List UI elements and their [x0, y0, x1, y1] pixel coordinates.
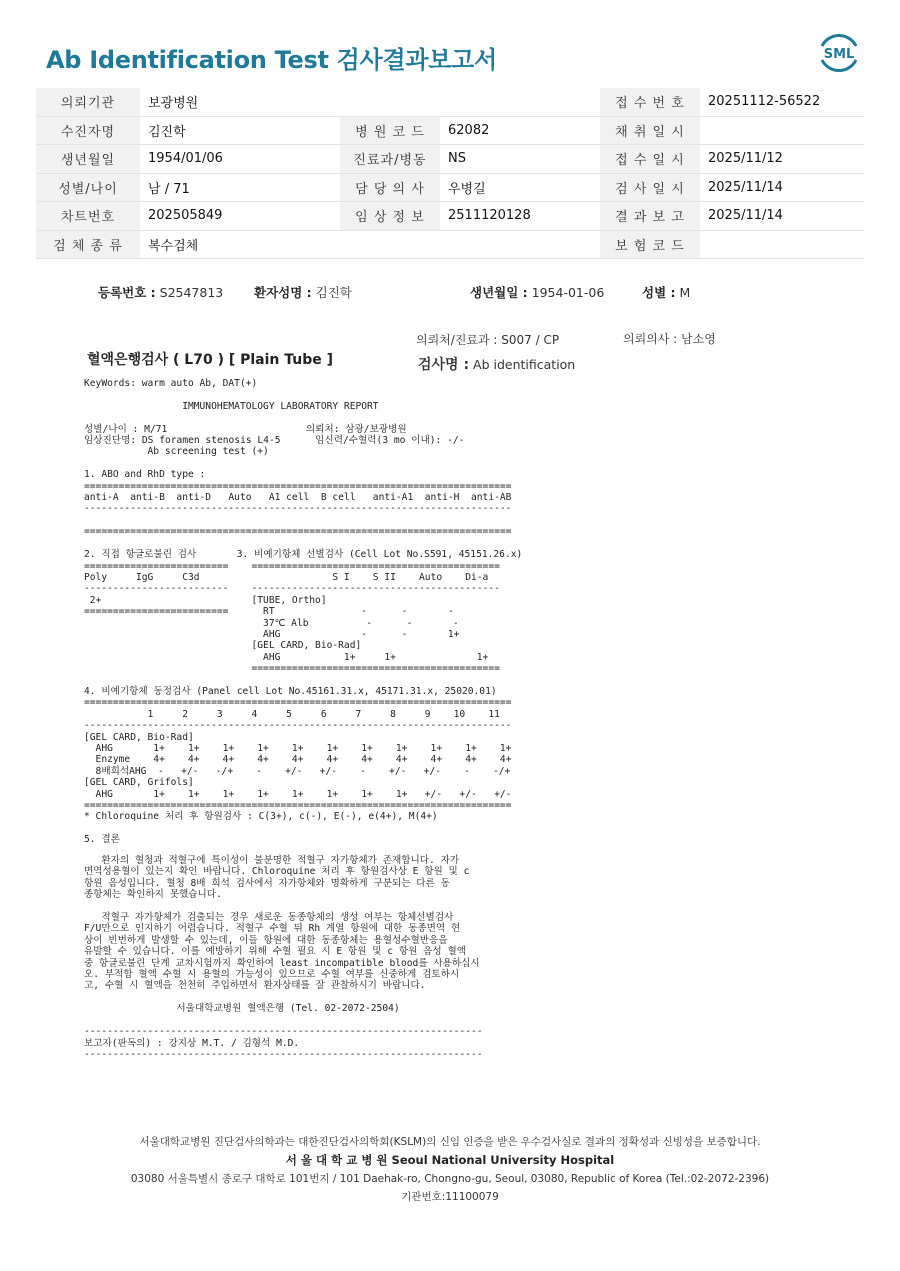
info-value: NS	[440, 145, 600, 174]
info-row	[36, 116, 864, 145]
info-label	[340, 230, 440, 259]
info-value	[440, 88, 600, 116]
info-value: 2511120128	[440, 202, 600, 231]
info-value	[440, 230, 600, 259]
info-row	[36, 202, 864, 231]
footer-hospital-name: 서 울 대 학 교 병 원 Seoul National University Hospital	[285, 1153, 615, 1167]
svg-text:SML: SML	[823, 47, 855, 62]
footer-certification: 서울대학교병원 진단검사의학과는 대한진단검사의학회(KSLM)의 신임 인증을 받은 우수검사실로 결과의 정확성과 신빙성을 보증합니다.	[139, 1136, 761, 1148]
info-label: 차트번호	[36, 202, 140, 231]
info-label: 성별/나이	[36, 173, 140, 202]
lab-report-body: KeyWords: warm auto Ab, DAT(+) IMMUNOHEMATOLOGY LABORATORY REPORT 성별/나이 : M/71 의뢰처: 삼광/보광병원 임상진단명: DS foramen stenosis L4-5 임신력/수혈력(3 mo 이내): -/- Ab screening test (+) 1. ABO and RhD type : ========================================================================== anti-A anti-B anti-D Auto A1 cell B cell anti-A1 anti-H anti-AB -------------------------------------------------------------------------- ========================================================================== 2. 직접 항글로불린 검사 3. 비예기항체 선별검사 (Cell Lot No.S591, 45151.26.x) ========================= =========================================== Poly IgG C3d S I S II Auto Di-a ------------------------- ------------------------------------------- 2+ [TUBE, Ortho] ========================= RT - - - 37℃ Alb - - - AHG - - 1+ [GEL CARD, Bio-Rad] AHG 1+ 1+ 1+ =========================================== 4. 비예기항체 동정검사 (Panel cell Lot No.45161.31.x, 45171.31.x, 25020.01) ========================================================================== 1 2 3 4 5 6 7 8 9 10 11 -------------------------------------------------------------------------- [GEL CARD, Bio-Rad] AHG 1+ 1+ 1+ 1+ 1+ 1+ 1+ 1+ 1+ 1+ 1+ Enzyme 4+ 4+ 4+ 4+ 4+ 4+ 4+ 4+ 4+ 4+ 4+ 8배희석AHG - +/- -/+ - +/- +/- - +/- +/- - -/+ [GEL CARD, Grifols] AHG 1+ 1+ 1+ 1+ 1+ 1+ 1+ 1+ +/- +/- +/- ========================================================================== * Chloroquine 처리 후 항원검사 : C(3+), c(-), E(-), e(4+), M(4+) 5. 결론	[84, 378, 523, 846]
info-label: 접 수 일 시	[600, 145, 700, 174]
info-value: 62082	[440, 116, 600, 145]
patient-sex: 성별 : M	[642, 285, 691, 300]
info-value: 2025/11/14	[700, 202, 864, 231]
info-label: 수진자명	[36, 116, 140, 145]
info-value: 보광병원	[140, 88, 340, 116]
report-title: Ab Identification Test 검사결과보고서	[46, 46, 497, 74]
registration-number: 등록번호 : S2547813	[98, 285, 224, 300]
exam-name: 검사명 : Ab identification	[418, 357, 576, 373]
request-doctor: 의뢰의사 : 남소영	[623, 332, 716, 346]
request-department: 의뢰처/진료과 : S007 / CP	[416, 333, 560, 347]
info-value: 남 / 71	[140, 173, 340, 202]
info-value: 김진학	[140, 116, 340, 145]
info-value: 복수검체	[140, 230, 340, 259]
info-value: 우병길	[440, 173, 600, 202]
info-row	[36, 145, 864, 174]
patient-birthdate: 생년월일 : 1954-01-06	[470, 285, 605, 300]
info-label: 보 험 코 드	[600, 230, 700, 259]
info-value	[700, 116, 864, 145]
info-row	[36, 88, 864, 116]
patient-name: 환자성명 : 김진학	[254, 285, 352, 300]
info-label: 임 상 정 보	[340, 202, 440, 231]
info-label: 의뢰기관	[36, 88, 140, 116]
info-label: 병 원 코 드	[340, 116, 440, 145]
info-value: 20251112-56522	[700, 88, 864, 116]
section-title: 혈액은행검사 ( L70 ) [ Plain Tube ]	[87, 352, 334, 368]
info-value	[700, 230, 864, 259]
sml-logo-icon	[816, 30, 862, 76]
info-value: 2025/11/12	[700, 145, 864, 174]
info-label: 채 취 일 시	[600, 116, 700, 145]
info-label: 결 과 보 고	[600, 202, 700, 231]
patient-info-table	[36, 88, 864, 259]
info-value: 2025/11/14	[700, 173, 864, 202]
info-value: 1954/01/06	[140, 145, 340, 174]
info-label: 접 수 번 호	[600, 88, 700, 116]
info-label: 담 당 의 사	[340, 173, 440, 202]
footer-address: 03080 서울특별시 종로구 대학로 101번지 / 101 Daehak-ro, Chongno-gu, Seoul, 03080, Republic of Korea (Tel.:02-2072-2396)	[130, 1173, 770, 1185]
info-label: 진료과/병동	[340, 145, 440, 174]
info-label: 검 체 종 류	[36, 230, 140, 259]
info-label: 검 사 일 시	[600, 173, 700, 202]
info-row	[36, 173, 864, 202]
info-label	[340, 88, 440, 116]
footer-institution-code: 기관번호:11100079	[401, 1191, 499, 1203]
info-row	[36, 230, 864, 259]
conclusion-text: 환자의 혈청과 적혈구에 특이성이 불분명한 적혈구 자가항체가 존재합니다. 자가 면역성용혈이 있는지 확인 바랍니다. Chloroquine 처리 후 항원검사상 E 항원 및 c 항원 음성입니다. 혈청 8배 희석 검사에서 자가항체와 명확하게 구분되는 다른 동 종항체는 확인하지 못했습니다. 적혈구 자가항체가 검출되는 경우 새로운 동종항체의 생성 여부는 항체선별검사 F/U만으로 인지하기 어렵습니다. 적혈구 수혈 뒤 Rh 계열 항원에 대한 동종면역 현 상이 빈번하게 발생할 수 있는데, 이들 항원에 대한 동종항체는 용혈성수혈반응을 유발할 수 있습니다. 이를 예방하기 위해 수혈 필요 시 E 항원 및 c 항원 음성 혈액 중 항글로불린 단계 교차시험까지 확인하여 least incompatible blood를 사용하십시 오. 부적합 혈액 수혈 시 용혈의 가능성이 있으므로 수혈 여부를 신중하게 검토하시 고, 수혈 시 혈액을 천천히 주입하면서 환자상태를 잘 관찰하시기 바랍니다. 서울대학교병원 혈액은행 (Tel. 02-2072-2504) --------------------------------------------------------------------- 보고자(판독의) : 강지상 M.T. / 김형석 M.D. ---------------------------------------------------------------------	[84, 855, 483, 1060]
info-value: 202505849	[140, 202, 340, 231]
info-label: 생년월일	[36, 145, 140, 174]
